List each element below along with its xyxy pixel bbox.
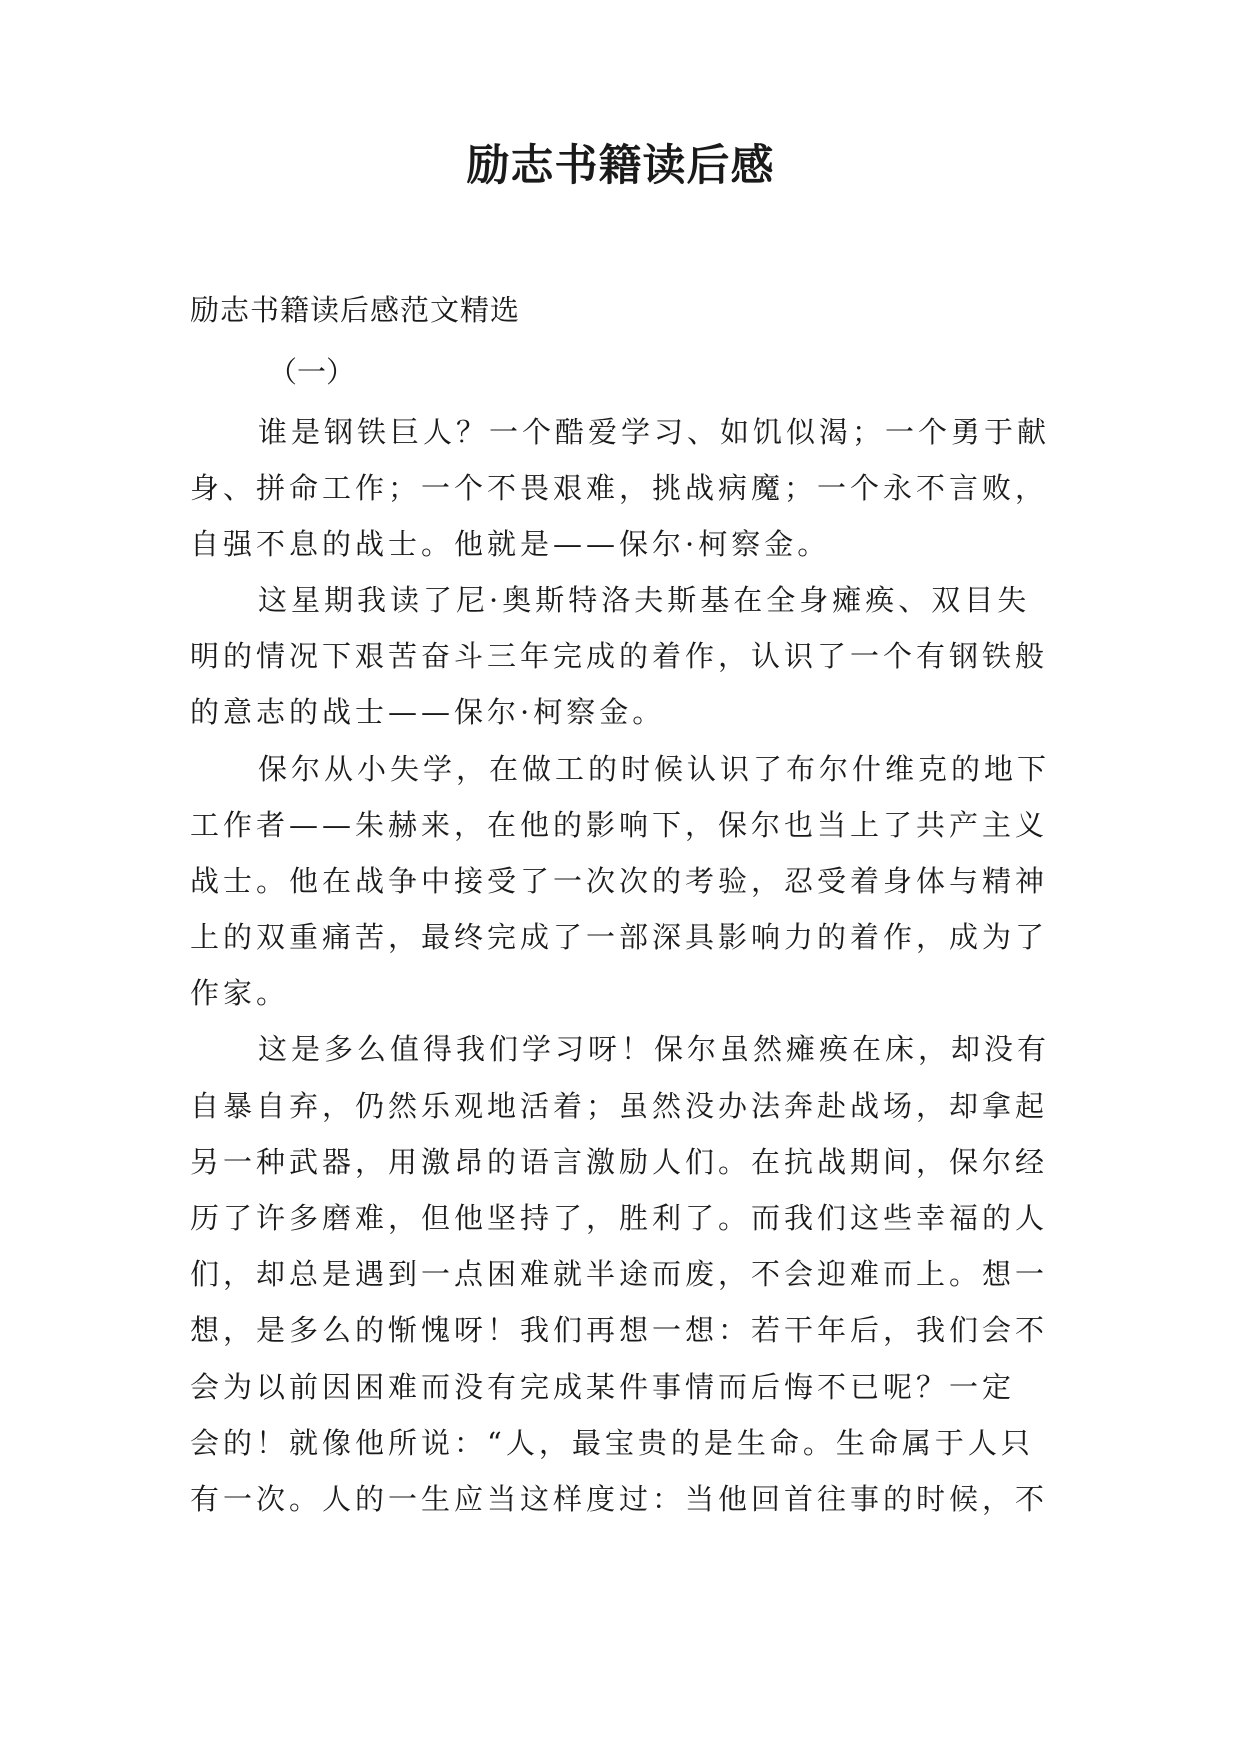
paragraph-line: 会为以前因困难而没有完成某件事情而后悔不已呢？一定 <box>190 1370 1016 1404</box>
section-number: （一） <box>268 355 356 389</box>
paragraph-line: 的意志的战士——保尔·柯察金。 <box>190 695 666 729</box>
page-title: 励志书籍读后感 <box>466 141 775 191</box>
paragraph-line: 谁是钢铁巨人？一个酷爱学习、如饥似渴；一个勇于献 <box>258 415 1051 449</box>
paragraph-line: 会的！就像他所说：“人，最宝贵的是生命。生命属于人只 <box>190 1426 1034 1460</box>
paragraph-line: 这星期我读了尼·奥斯特洛夫斯基在全身瘫痪、双目失 <box>258 583 1031 617</box>
document-subtitle: 励志书籍读后感范文精选 <box>190 293 521 327</box>
paragraph-line: 作家。 <box>190 976 290 1010</box>
paragraph-line: 另一种武器，用激昂的语言激励人们。在抗战期间，保尔经 <box>190 1145 1049 1179</box>
paragraph-line: 保尔从小失学，在做工的时候认识了布尔什维克的地下 <box>258 752 1051 786</box>
paragraph-line: 身、拼命工作；一个不畏艰难，挑战病魔；一个永不言败， <box>190 471 1049 505</box>
paragraph-line: 自强不息的战士。他就是——保尔·柯察金。 <box>190 527 831 561</box>
paragraph-line: 明的情况下艰苦奋斗三年完成的着作，认识了一个有钢铁般 <box>190 639 1049 673</box>
paragraph-line: 历了许多磨难，但他坚持了，胜利了。而我们这些幸福的人 <box>190 1201 1049 1235</box>
paragraph-line: 战士。他在战争中接受了一次次的考验，忍受着身体与精神 <box>190 864 1049 898</box>
paragraph-line: 自暴自弃，仍然乐观地活着；虽然没办法奔赴战场，却拿起 <box>190 1089 1049 1123</box>
paragraph-line: 有一次。人的一生应当这样度过：当他回首往事的时候，不 <box>190 1482 1049 1516</box>
paragraph-line: 想，是多么的惭愧呀！我们再想一想：若干年后，我们会不 <box>190 1313 1049 1347</box>
paragraph-line: 们，却总是遇到一点困难就半途而废，不会迎难而上。想一 <box>190 1257 1049 1291</box>
paragraph-line: 上的双重痛苦，最终完成了一部深具影响力的着作，成为了 <box>190 920 1049 954</box>
paragraph-line: 工作者——朱赫来，在他的影响下，保尔也当上了共产主义 <box>190 808 1049 842</box>
paragraph-line: 这是多么值得我们学习呀！保尔虽然瘫痪在床，却没有 <box>258 1032 1051 1066</box>
